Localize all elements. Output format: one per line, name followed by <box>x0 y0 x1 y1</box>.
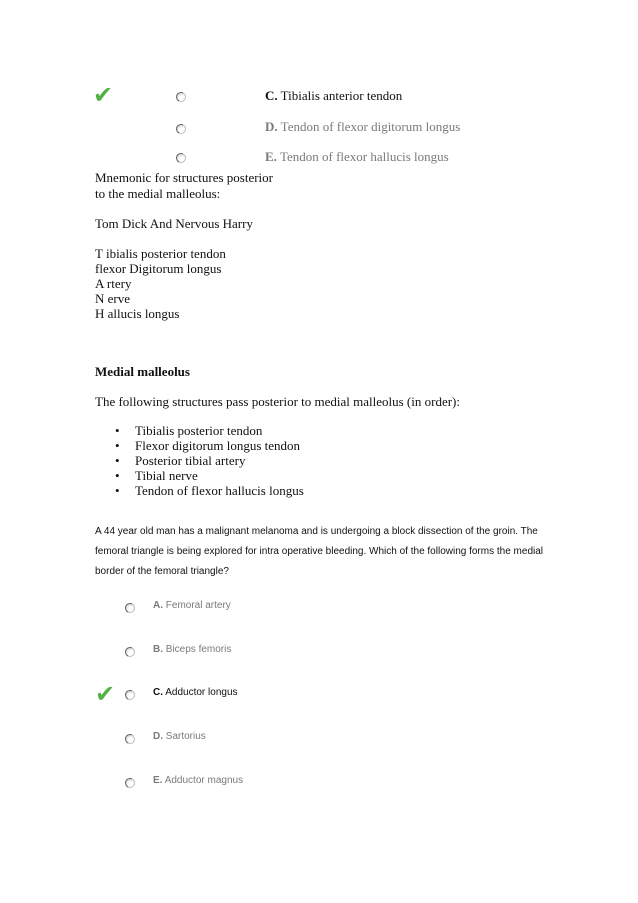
question-text: A 44 year old man has a malignant melanoma and is undergoing a block dissection of the groin. The femoral triangle is being explored for intra operative bleeding. Which of the following forms the medial border of the femoral triangle? <box>95 526 544 577</box>
list-item: • Tibialis posterior tendon <box>95 423 304 438</box>
list-item: • Tendon of flexor hallucis longus <box>95 483 304 498</box>
option-letter: C. <box>265 88 278 103</box>
section-heading: Medial malleolus <box>95 364 190 379</box>
option-e <box>265 149 449 165</box>
option-b <box>153 643 231 657</box>
radio-button-option-a[interactable] <box>125 603 135 613</box>
correct-checkmark-icon: ✔ <box>93 81 114 109</box>
mnemonic-item: A rtery <box>95 276 132 291</box>
radio-button-option-c[interactable] <box>125 690 135 700</box>
option-letter: D. <box>265 119 278 134</box>
option-letter: E. <box>265 149 277 164</box>
list-item: • Tibial nerve <box>95 468 304 483</box>
option-letter: A. <box>153 600 163 611</box>
radio-button-option-c[interactable] <box>176 92 186 102</box>
option-c <box>265 88 402 104</box>
option-text: Sartorius <box>165 731 206 742</box>
option-text: Tendon of flexor hallucis longus <box>279 149 449 164</box>
radio-button-option-d[interactable] <box>176 124 186 134</box>
option-text: Femoral artery <box>165 600 231 611</box>
section-intro: The following structures pass posterior to medial malleolus (in order): <box>95 394 460 409</box>
radio-button-option-b[interactable] <box>125 647 135 657</box>
mnemonic-item: H allucis longus <box>95 306 180 321</box>
radio-button-option-e[interactable] <box>125 778 135 788</box>
mnemonic-intro-line-2: to the medial malleolus: <box>95 186 221 201</box>
option-text: Biceps femoris <box>165 644 232 655</box>
option-e <box>153 774 243 788</box>
option-text: Tendon of flexor digitorum longus <box>280 119 461 134</box>
option-text: Adductor longus <box>165 687 238 698</box>
mnemonic-phrase: Tom Dick And Nervous Harry <box>95 216 253 231</box>
list-item: • Posterior tibial artery <box>95 453 304 468</box>
option-c <box>153 686 238 700</box>
option-text: Adductor magnus <box>164 775 244 786</box>
option-text: Tibialis anterior tendon <box>280 88 403 103</box>
radio-button-option-e[interactable] <box>176 153 186 163</box>
list-item: • Flexor digitorum longus tendon <box>95 438 304 453</box>
mnemonic-item: flexor Digitorum longus <box>95 261 222 276</box>
option-letter: E. <box>153 775 163 786</box>
option-letter: C. <box>153 687 163 698</box>
option-letter: B. <box>153 644 163 655</box>
correct-checkmark-icon: ✔ <box>95 680 116 708</box>
option-d <box>153 730 206 744</box>
radio-button-option-d[interactable] <box>125 734 135 744</box>
option-a <box>153 599 231 613</box>
mnemonic-item: T ibialis posterior tendon <box>95 246 226 261</box>
mnemonic-intro-line-1: Mnemonic for structures posterior <box>95 170 273 185</box>
mnemonic-item: N erve <box>95 291 131 306</box>
option-d <box>265 119 460 135</box>
option-letter: D. <box>153 731 163 742</box>
structures-list <box>95 423 304 498</box>
